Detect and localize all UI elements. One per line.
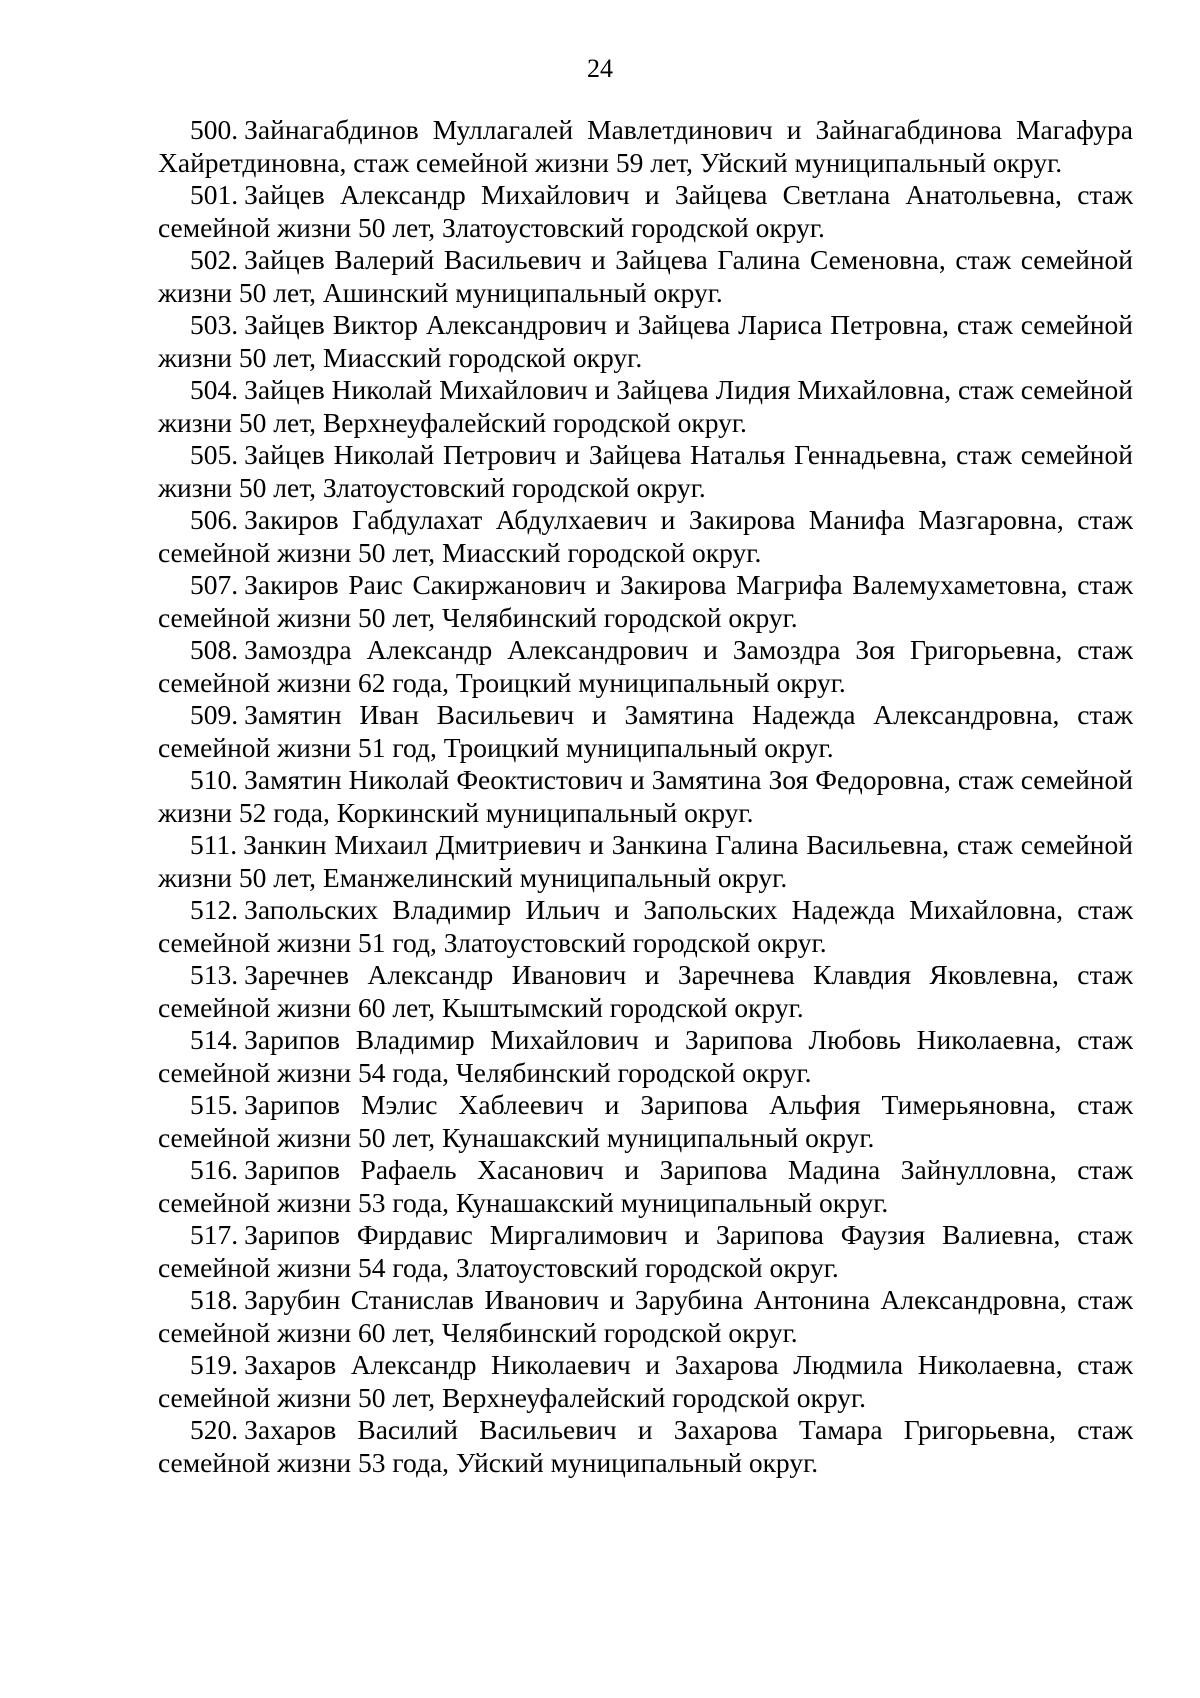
entry-text: Зайцев Виктор Александрович и Зайцева Лариса Петровна, стаж семейной жизни 50 лет, Миасский городской округ. bbox=[158, 309, 1133, 373]
entry-number: 513. bbox=[190, 959, 239, 990]
list-item bbox=[158, 829, 1133, 894]
entry-text: Захаров Александр Николаевич и Захарова Людмила Николаевна, стаж семейной жизни 50 лет, Верхнеуфалейский городской округ. bbox=[158, 1349, 1133, 1413]
entry-text: Захаров Василий Васильевич и Захарова Тамара Григорьевна, стаж семейной жизни 53 года, Уйский муниципальный округ. bbox=[158, 1414, 1133, 1478]
entry-number: 517. bbox=[190, 1219, 239, 1250]
list-item bbox=[158, 959, 1133, 1024]
entry-number: 505. bbox=[190, 439, 239, 470]
list-item bbox=[158, 1024, 1133, 1089]
list-item bbox=[158, 439, 1133, 504]
entry-text: Замоздра Александр Александрович и Замоздра Зоя Григорьевна, стаж семейной жизни 62 года, Троицкий муниципальный округ. bbox=[158, 634, 1133, 698]
list-item bbox=[158, 179, 1133, 244]
entry-text: Зайцев Александр Михайлович и Зайцева Светлана Анатольевна, стаж семейной жизни 50 лет, Златоустовский городской округ. bbox=[158, 179, 1133, 243]
list-item bbox=[158, 894, 1133, 959]
entry-number: 519. bbox=[190, 1349, 239, 1380]
entry-text: Замятин Иван Васильевич и Замятина Надежда Александровна, стаж семейной жизни 51 год, Троицкий муниципальный округ. bbox=[158, 699, 1133, 763]
entry-text: Занкин Михаил Дмитриевич и Занкина Галина Васильевна, стаж семейной жизни 50 лет, Еманжелинский муниципальный округ. bbox=[158, 829, 1133, 893]
entry-text: Закиров Габдулахат Абдулхаевич и Закирова Манифа Мазгаровна, стаж семейной жизни 50 лет, Миасский городской округ. bbox=[158, 504, 1133, 568]
list-item bbox=[158, 1349, 1133, 1414]
page-number: 24 bbox=[587, 54, 613, 83]
entry-number: 504. bbox=[190, 374, 239, 405]
entry-number: 508. bbox=[190, 634, 239, 665]
entry-text: Зарубин Станислав Иванович и Зарубина Антонина Александровна, стаж семейной жизни 60 лет, Челябинский городской округ. bbox=[158, 1284, 1133, 1348]
entry-number: 502. bbox=[190, 244, 239, 275]
entry-text: Зарипов Рафаель Хасанович и Зарипова Мадина Зайнулловна, стаж семейной жизни 53 года, Кунашакский муниципальный округ. bbox=[158, 1154, 1133, 1218]
entry-text: Зарипов Мэлис Хаблеевич и Зарипова Альфия Тимерьяновна, стаж семейной жизни 50 лет, Кунашакский муниципальный округ. bbox=[158, 1089, 1133, 1153]
entry-text: Запольских Владимир Ильич и Запольских Надежда Михайловна, стаж семейной жизни 51 год, Златоустовский городской округ. bbox=[158, 894, 1133, 958]
list-item bbox=[158, 1154, 1133, 1219]
entry-text: Заречнев Александр Иванович и Заречнева Клавдия Яковлевна, стаж семейной жизни 60 лет, Кыштымский городской округ. bbox=[158, 959, 1133, 1023]
entry-text: Зайнагабдинов Муллагалей Мавлетдинович и Зайнагабдинова Магафура Хайретдиновна, стаж семейной жизни 59 лет, Уйский муниципальный округ. bbox=[158, 114, 1133, 178]
list-item bbox=[158, 634, 1133, 699]
entry-text: Зарипов Владимир Михайлович и Зарипова Любовь Николаевна, стаж семейной жизни 54 года, Челябинский городской округ. bbox=[158, 1024, 1133, 1088]
list-item bbox=[158, 699, 1133, 764]
entry-number: 514. bbox=[190, 1024, 239, 1055]
entry-number: 516. bbox=[190, 1154, 239, 1185]
entry-number: 520. bbox=[190, 1414, 239, 1445]
list-item bbox=[158, 1219, 1133, 1284]
list-item bbox=[158, 1284, 1133, 1349]
list-item bbox=[158, 374, 1133, 439]
entry-number: 507. bbox=[190, 569, 239, 600]
entry-number: 506. bbox=[190, 504, 239, 535]
entry-text: Зарипов Фирдавис Миргалимович и Зарипова Фаузия Валиевна, стаж семейной жизни 54 года, Златоустовский городской округ. bbox=[158, 1219, 1133, 1283]
list-item bbox=[158, 1414, 1133, 1479]
entry-number: 509. bbox=[190, 699, 239, 730]
entry-number: 501. bbox=[190, 179, 239, 210]
entry-number: 503. bbox=[190, 309, 239, 340]
entry-number: 518. bbox=[190, 1284, 239, 1315]
list-item bbox=[158, 764, 1133, 829]
list-item bbox=[158, 244, 1133, 309]
entry-number: 511. bbox=[190, 829, 238, 860]
list-item bbox=[158, 309, 1133, 374]
list-item bbox=[158, 569, 1133, 634]
list-item bbox=[158, 504, 1133, 569]
entry-number: 512. bbox=[190, 894, 239, 925]
list-item bbox=[158, 1089, 1133, 1154]
entry-text: Зайцев Николай Петрович и Зайцева Наталья Геннадьевна, стаж семейной жизни 50 лет, Златоустовский городской округ. bbox=[158, 439, 1133, 503]
entry-text: Зайцев Валерий Васильевич и Зайцева Галина Семеновна, стаж семейной жизни 50 лет, Ашинский муниципальный округ. bbox=[158, 244, 1133, 308]
list-item bbox=[158, 114, 1133, 179]
entry-number: 510. bbox=[190, 764, 239, 795]
entry-text: Закиров Раис Сакиржанович и Закирова Магрифа Валемухаметовна, стаж семейной жизни 50 лет, Челябинский городской округ. bbox=[158, 569, 1133, 633]
entry-list bbox=[158, 114, 1133, 1479]
entry-text: Зайцев Николай Михайлович и Зайцева Лидия Михайловна, стаж семейной жизни 50 лет, Верхнеуфалейский городской округ. bbox=[158, 374, 1133, 438]
entry-number: 515. bbox=[190, 1089, 239, 1120]
entry-number: 500. bbox=[190, 114, 239, 145]
entry-text: Замятин Николай Феоктистович и Замятина Зоя Федоровна, стаж семейной жизни 52 года, Коркинский муниципальный округ. bbox=[158, 764, 1133, 828]
